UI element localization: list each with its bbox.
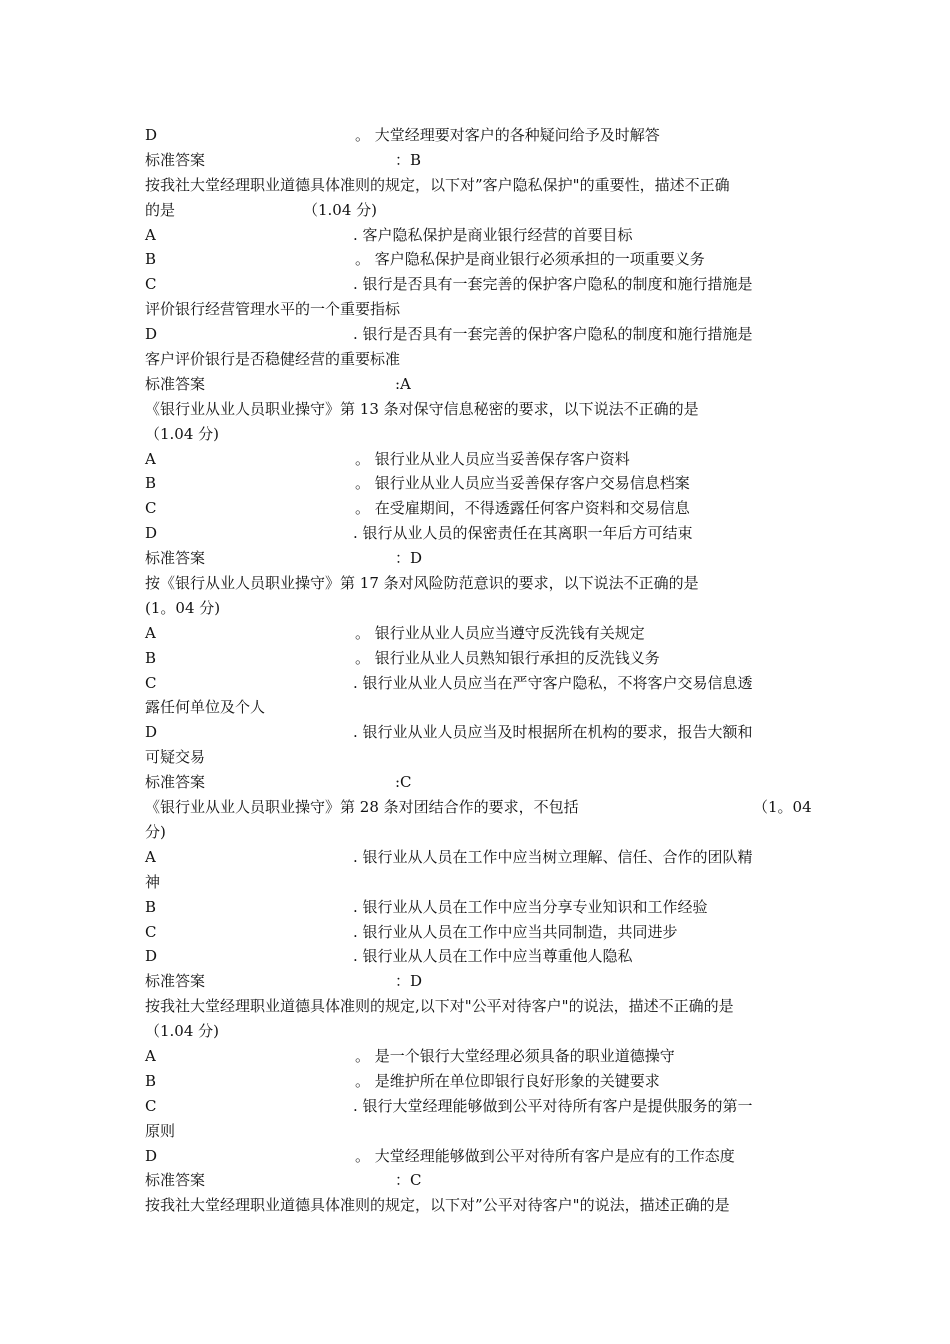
question-score: （1.04 分) [303, 200, 378, 219]
option-letter: C [145, 275, 157, 294]
option-letter: A [145, 847, 156, 866]
option-text: . 银行是否具有一套完善的保护客户隐私的制度和施行措施是 [353, 275, 753, 294]
option-text: . 银行大堂经理能够做到公平对待所有客户是提供服务的第一 [353, 1096, 753, 1115]
option-letter: D [145, 1146, 158, 1165]
answer-line [145, 770, 808, 795]
question-text: 《银行业从业人员职业操守》第 13 条对保守信息秘密的要求，以下说法不正确的是 [145, 399, 699, 418]
answer-value: ：C [395, 1171, 422, 1190]
question-line [145, 795, 812, 820]
question-score-line [145, 596, 808, 621]
option-text: . 银行业从业人员应当及时根据所在机构的要求，报告大额和 [353, 723, 753, 742]
option-text: . 银行业从人员在工作中应当共同制造，共同进步 [353, 922, 678, 941]
continuation-text: 可疑交易 [145, 748, 206, 767]
option-letter: B [145, 474, 157, 493]
answer-line [145, 372, 808, 397]
continuation-text: 原则 [145, 1121, 176, 1140]
option-line [145, 671, 808, 696]
question-score: 分) [145, 822, 166, 841]
continuation-text: 评价银行经营管理水平的一个重要指标 [145, 300, 401, 319]
continuation-line [145, 1119, 808, 1144]
continuation-text: 露任何单位及个人 [145, 698, 266, 717]
option-text: . 银行业从人员在工作中应当分享专业知识和工作经验 [353, 897, 708, 916]
answer-line [145, 969, 808, 994]
option-line [145, 621, 808, 646]
question-text: 的是 [145, 200, 176, 219]
continuation-line [145, 347, 808, 372]
option-letter: D [145, 524, 158, 543]
question-score: （1.04 分) [145, 424, 220, 443]
question-score: （1.04 分) [145, 1022, 220, 1041]
option-letter: D [145, 325, 158, 344]
option-line [145, 646, 808, 671]
question-line [145, 173, 808, 198]
option-line [145, 471, 808, 496]
continuation-line [145, 695, 808, 720]
option-letter: C [145, 922, 157, 941]
option-text: . 银行业从业人员应当在严守客户隐私，不将客户交易信息透 [353, 673, 753, 692]
option-text: . 客户隐私保护是商业银行经营的首要目标 [353, 225, 633, 244]
answer-label: 标准答案 [145, 972, 206, 991]
option-letter: D [145, 723, 158, 742]
option-text: 。 客户隐私保护是商业银行必须承担的一项重要义务 [355, 250, 705, 269]
question-text: 按我社大堂经理职业道德具体准则的规定，以下对”客户隐私保护"的重要性，描述不正确 [145, 175, 730, 194]
continuation-line [145, 297, 808, 322]
question-score-line [145, 422, 808, 447]
answer-line [145, 546, 808, 571]
option-line [145, 895, 808, 920]
question-score-line [145, 1019, 808, 1044]
option-line [145, 123, 808, 148]
question-text: 按我社大堂经理职业道德具体准则的规定,以下对"公平对待客户"的说法，描述不正确的是 [145, 997, 734, 1016]
option-line [145, 247, 808, 272]
option-text: 。 大堂经理要对客户的各种疑问给予及时解答 [355, 126, 660, 144]
question-score: （1。04 [753, 798, 812, 817]
option-line [145, 944, 808, 969]
option-letter: C [145, 1096, 157, 1115]
option-letter: B [145, 1071, 157, 1090]
answer-value: :C [395, 773, 412, 792]
answer-value: :A [395, 374, 411, 393]
option-text: . 银行从业人员的保密责任在其离职一年后方可结束 [353, 524, 693, 543]
question-line [145, 397, 808, 422]
option-text: . 银行是否具有一套完善的保护客户隐私的制度和施行措施是 [353, 325, 753, 344]
option-line [145, 1144, 808, 1169]
question-score: (1。04 分) [145, 598, 221, 617]
question-line [145, 198, 808, 223]
option-line [145, 521, 808, 546]
answer-value: ：D [395, 972, 423, 991]
answer-value: ：B [395, 150, 422, 169]
option-text: . 银行业从人员在工作中应当尊重他人隐私 [353, 947, 633, 966]
option-letter: A [145, 1046, 156, 1065]
option-line [145, 447, 808, 472]
answer-line [145, 1168, 808, 1193]
option-line [145, 920, 808, 945]
option-line [145, 1069, 808, 1094]
answer-value: ：D [395, 549, 423, 568]
option-letter: B [145, 648, 157, 667]
option-text: 。 大堂经理能够做到公平对待所有客户是应有的工作态度 [355, 1146, 735, 1165]
option-text: 。 是一个银行大堂经理必须具备的职业道德操守 [355, 1046, 675, 1065]
option-letter: C [145, 673, 157, 692]
question-text: 按我社大堂经理职业道德具体准则的规定，以下对”公平对待客户"的说法，描述正确的是 [145, 1196, 730, 1215]
document-page [145, 123, 812, 1218]
option-line [145, 223, 808, 248]
option-text: 。 银行业从业人员熟知银行承担的反洗钱义务 [355, 648, 660, 667]
answer-label: 标准答案 [145, 773, 206, 792]
option-line [145, 322, 808, 347]
option-letter: D [145, 947, 158, 966]
continuation-line [145, 745, 808, 770]
option-letter: C [145, 499, 157, 518]
option-letter: B [145, 250, 157, 269]
option-text: . 银行业从人员在工作中应当树立理解、信任、合作的团队精 [353, 847, 753, 866]
question-text: 按《银行从业人员职业操守》第 17 条对风险防范意识的要求，以下说法不正确的是 [145, 574, 699, 593]
option-letter: A [145, 623, 156, 642]
option-text: 。 银行业从业人员应当妥善保存客户交易信息档案 [355, 474, 690, 493]
question-text: 《银行业从业人员职业操守》第 28 条对团结合作的要求，不包括 [145, 798, 579, 817]
continuation-text: 神 [145, 872, 161, 891]
option-line [145, 1094, 808, 1119]
question-line [145, 1193, 808, 1218]
continuation-text: 客户评价银行是否稳健经营的重要标准 [145, 350, 401, 369]
option-letter: B [145, 897, 157, 916]
option-letter: A [145, 225, 156, 244]
question-line [145, 571, 808, 596]
option-text: 。 是维护所在单位即银行良好形象的关键要求 [355, 1071, 660, 1090]
answer-label: 标准答案 [145, 374, 206, 393]
continuation-line [145, 870, 808, 895]
answer-line [145, 148, 808, 173]
answer-label: 标准答案 [145, 549, 206, 568]
option-line [145, 720, 808, 745]
question-score-line [145, 820, 808, 845]
option-text: 。 银行业从业人员应当妥善保存客户资料 [355, 449, 630, 468]
option-text: 。 在受雇期间，不得透露任何客户资料和交易信息 [355, 499, 690, 518]
option-line [145, 272, 808, 297]
answer-label: 标准答案 [145, 150, 206, 169]
option-line [145, 845, 808, 870]
option-letter: A [145, 449, 156, 468]
answer-label: 标准答案 [145, 1171, 206, 1190]
option-letter: D [145, 126, 158, 144]
question-line [145, 994, 808, 1019]
option-line [145, 496, 808, 521]
option-text: 。 银行业从业人员应当遵守反洗钱有关规定 [355, 623, 645, 642]
option-line [145, 1044, 808, 1069]
